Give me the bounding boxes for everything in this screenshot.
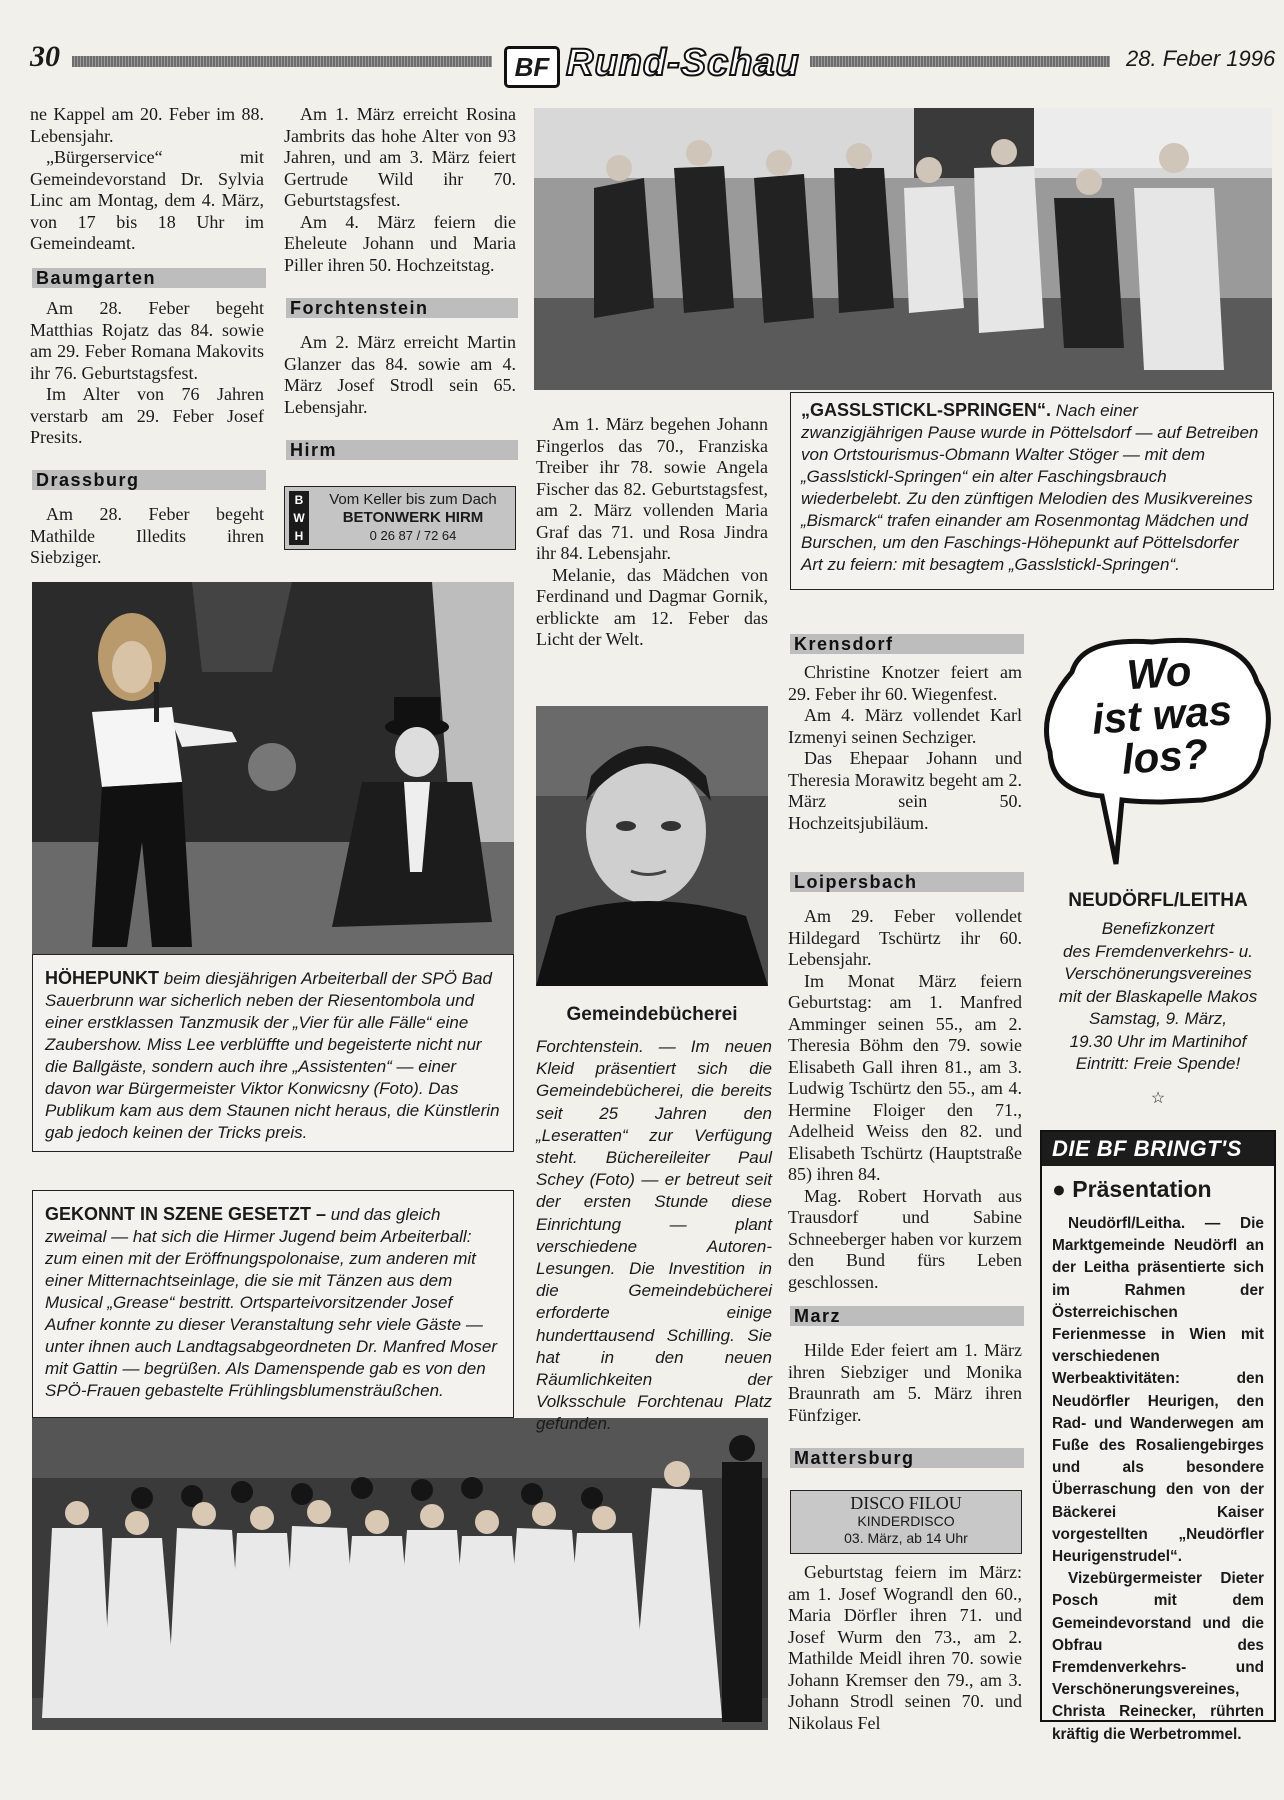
- paragraph: Am 1. März begehen Johann Fingerlos das 70., Franziska Treiber ihr 78. sowie Angela Fischer das 82. Geburtstagsfest, am 2. März vollenden Maria Graf das 71. und Rosa Jindra ihr 84. Lebensjahr.: [536, 414, 768, 563]
- photo-paul-schey-graphic: [536, 706, 768, 986]
- caption-text: und das gleich zweimal — hat sich die Hirmer Jugend beim Arbeiterball: zum einen mit der Eröffnungspolonaise, zum anderen mit einer Mitternachtseinlage, die sie mit Tänzen aus dem Musical „Grease“ bestritt. Ortsparteivorsitzender Josef Aufner konnte zu dieser Veranstaltung sehr viele Gäste — unter ihnen auch Landtagsabgeordneten Dr. Manfred Moser mit Gattin — begrüßen. Als Damenspende gab es von den SPÖ-Frauen gebastelte Frühlingsblumensträußchen.: [45, 1205, 498, 1400]
- photo-gasslstickl: [534, 108, 1272, 390]
- col1-intro: [30, 104, 264, 255]
- page-number: 30: [30, 40, 60, 73]
- hoehepunkt-caption: [32, 954, 514, 1152]
- loipersbach-text: [788, 906, 1022, 1293]
- bf-logo: BF: [504, 46, 560, 88]
- caption-title: „GASSLSTICKL-SPRINGEN“.: [801, 400, 1052, 420]
- photo-magic-show: [32, 582, 514, 954]
- caption-title: HÖHEPUNKT: [45, 968, 160, 988]
- section-header-marz: Marz: [790, 1306, 1024, 1326]
- bubble-line: Wo: [1125, 646, 1193, 699]
- photo-paul-schey: [536, 706, 768, 986]
- event-heading: NEUDÖRFL/LEITHA: [1068, 890, 1248, 911]
- section-header-loipersbach: Loipersbach: [790, 872, 1024, 892]
- bubble-line: ist was: [1090, 686, 1234, 743]
- disco-filou-ad: [790, 1490, 1022, 1554]
- gekonnt-caption: [32, 1190, 514, 1418]
- paragraph: „Bürgerservice“ mit Gemeindevorstand Dr. Sylvia Linc am Montag, dem 4. März, von 17 bis 18 Uhr im Gemeindeamt.: [30, 147, 264, 253]
- section-header-drassburg: Drassburg: [32, 470, 266, 490]
- paragraph: Melanie, das Mädchen von Ferdinand und Dagmar Gornik, erblickte am 12. Feber das Licht der Welt.: [536, 564, 768, 649]
- photo-gasslstickl-graphic: [534, 108, 1272, 390]
- ad-phone: 0 26 87 / 72 64: [369, 528, 457, 543]
- star-icon: ☆: [1150, 1090, 1166, 1107]
- paragraph: Am 29. Feber vollendet Hildegard Tschürtz ihr 60. Lebensjahr.: [788, 906, 1022, 969]
- photo-hirm-youth-graphic: [32, 1418, 768, 1730]
- drassburg-text: [30, 504, 264, 569]
- baumgarten-text: [30, 298, 264, 449]
- paragraph: ne Kappel am 20. Feber im 88. Lebensjahr.: [30, 104, 264, 146]
- photo-magic-show-graphic: [32, 582, 514, 954]
- krensdorf-text: [788, 662, 1022, 834]
- paragraph: Geburtstag feiern im März: am 1. Josef Wograndl den 60., Maria Dörfler ihren 71. und Josef Wurm den 73., am 2. Mathilde Meidl ihren 70. sowie Johann Kremser den 79., am 3. Johann Strodl seinen 70. und Nikolaus Fel: [788, 1562, 1022, 1733]
- gassl-caption: [790, 392, 1274, 590]
- paragraph: Am 4. März vollendet Karl Izmenyi seinen Sechziger.: [788, 705, 1022, 747]
- section-header-forchtenstein: Forchtenstein: [286, 298, 518, 318]
- bringts-header: DIE BF BRINGT'S: [1042, 1132, 1274, 1166]
- paragraph: Mag. Robert Horvath aus Trausdorf und Sabine Schneeberger haben vor kurzem den Bund fürs Leben geschlossen.: [788, 1185, 1022, 1292]
- ad-slogan: Vom Keller bis zum Dach: [329, 491, 497, 508]
- disco-name: DISCO FILOU: [850, 1493, 962, 1513]
- caption-title: GEKONNT IN SZENE GESETZT –: [45, 1204, 327, 1224]
- bubble-line: los?: [1120, 729, 1210, 783]
- col3-text: [536, 414, 768, 651]
- event-details: Benefizkonzert des Fremdenverkehrs- u. Verschönerungsvereines mit der Blaskapelle Makos Samstag, 9. März, 19.30 Uhr im Martinihof Eintritt: Freie Spende!: [1058, 919, 1258, 1073]
- bullet-icon: ●: [1052, 1176, 1073, 1202]
- praesentation-text: Neudörfl/Leitha. — Die Marktgemeinde Neudörfl an der Leitha präsentierte sich im Rahmen der Österreichischen Ferienmesse in Wien mit verschiedenen Werbeaktivitäten: den Neudörfler Heurigen, den Rad- und Wanderwegen am Fuße des Rosaliengebirges und als besondere Überraschung den von der Bäckerei Kaiser vorgestellten „Neudörfler Heurigenstrudel“. Vizebürgermeister Dieter Posch mit dem Gemeindevorstand und die Obfrau des Fremdenverkehrs- und Verschönerungsvereines, Christa Reinecker, rührten kräftig die Werbetrommel.: [1052, 1215, 1264, 1743]
- header-rule-left: [72, 56, 492, 67]
- paragraph: Christine Knotzer feiert am 29. Feber ihr 60. Wiegenfest.: [788, 662, 1022, 704]
- ad-logo: B W H: [289, 491, 309, 545]
- mattersburg-text: [788, 1562, 1022, 1734]
- masthead-title: Rund-Schau: [566, 42, 800, 84]
- paragraph: Im Alter von 76 Jahren verstarb am 29. Feber Josef Presits.: [30, 384, 264, 447]
- section-header-mattersburg: Mattersburg: [790, 1448, 1024, 1468]
- caption-text: beim diesjährigen Arbeiterball der SPÖ Bad Sauerbrunn war sicherlich neben der Riesentombola und einer erstklassen Tanzmusik der „Vier für alle Fälle“ eine Zaubershow. Miss Lee verblüffte und begeisterte nicht nur die Ballgäste, sondern auch ihre „Assistenten“ — einer davon war Bürgermeister Viktor Konwicsny (Foto). Das Publikum kam aus dem Staunen nicht heraus, die Künstlerin gab jedoch keinen der Tricks preis.: [45, 969, 500, 1142]
- section-header-baumgarten: Baumgarten: [32, 268, 266, 288]
- header-rule-right: [810, 56, 1110, 67]
- marz-text: [788, 1340, 1022, 1426]
- section-header-krensdorf: Krensdorf: [790, 634, 1024, 654]
- betonwerk-ad: [284, 486, 516, 550]
- paragraph: Das Ehepaar Johann und Theresia Morawitz begeht am 2. März sein 50. Hochzeitsjubiläum.: [788, 748, 1022, 833]
- section-header-hirm: Hirm: [286, 440, 518, 460]
- disco-date: 03. März, ab 14 Uhr: [844, 1530, 968, 1546]
- photo-hirm-youth: [32, 1418, 768, 1730]
- paragraph: Am 28. Feber begeht Matthias Rojatz das 84. sowie am 29. Feber Romana Makovits ihr 76. Geburtstagsfest.: [30, 298, 264, 383]
- disco-sub: KINDERDISCO: [857, 1513, 955, 1529]
- library-text: Forchtenstein. — Im neuen Kleid präsentiert sich die Gemeindebücherei, die bereits seit 25 Jahren den „Leseratten“ zur Verfügung steht. Büchereileiter Paul Schey (Foto) — er betreut seit der ersten Stunde diese Einrichtung — plant verschiedene Autoren-Lesungen. Die Investition in die Gemeindebücherei erforderte einige hunderttausend Schilling. Sie hat in den neuen Räumlichkeiten der Volksschule Forchtenau Platz gefunden.: [536, 1037, 772, 1434]
- forchtenstein-text: [284, 332, 516, 418]
- caption-text: Nach einer zwanzigjährigen Pause wurde in Pöttelsdorf — auf Betreiben von Ortstourismus-Obmann Walter Stöger — mit dem „Gasslstickl-Springen“ ein alter Faschingsbrauch wiederbelebt. Zu den zünftigen Melodien des Musikvereines „Bismarck“ trafen einander am Rosenmontag Mädchen und Burschen, um den Faschings-Höhepunkt auf Pöttelsdorfer Art zu feiern: mit besagtem „Gasslstickl-Springen“.: [801, 401, 1259, 574]
- col2-intro: [284, 104, 516, 276]
- issue-date: 28. Feber 1996: [1126, 46, 1276, 71]
- paragraph: Hilde Eder feiert am 1. März ihren Siebziger und Monika Braunrath am 5. März ihren Fünfziger.: [788, 1340, 1022, 1425]
- paragraph: Am 28. Feber begeht Mathilde Illedits ihren Siebziger.: [30, 504, 264, 567]
- library-title: Gemeindebücherei: [566, 1004, 738, 1025]
- paragraph: Im Monat März feiern Geburtstag: am 1. Manfred Amminger seinen 55., am 2. Theresia Böhm den 79. sowie Elisabeth Gall ihren 81., am 3. Ludwig Tschürtz den 55., am 4. Hermine Floiger den 71., Adelheid Weiss den 82. und Elisabeth Tschürtz (Hauptstraße 85) ihren 84.: [788, 970, 1022, 1184]
- bf-bringts-box: [1040, 1130, 1276, 1743]
- paragraph: Am 1. März erreicht Rosina Jambrits das hohe Alter von 93 Jahren, und am 3. März feiert Gertrude Wild ihr 70. Geburtstagsfest.: [284, 104, 516, 210]
- praesentation-title: ● Präsentation: [1052, 1176, 1212, 1202]
- paragraph: Am 4. März feiern die Eheleute Johann und Maria Piller ihren 50. Hochzeitstag.: [284, 211, 516, 275]
- ad-company: BETONWERK HIRM: [342, 509, 484, 526]
- wo-ist-was-los-bubble: [1042, 632, 1274, 870]
- paragraph: Am 2. März erreicht Martin Glanzer das 84. sowie am 4. März Josef Strodl sein 65. Lebensjahr.: [284, 332, 516, 417]
